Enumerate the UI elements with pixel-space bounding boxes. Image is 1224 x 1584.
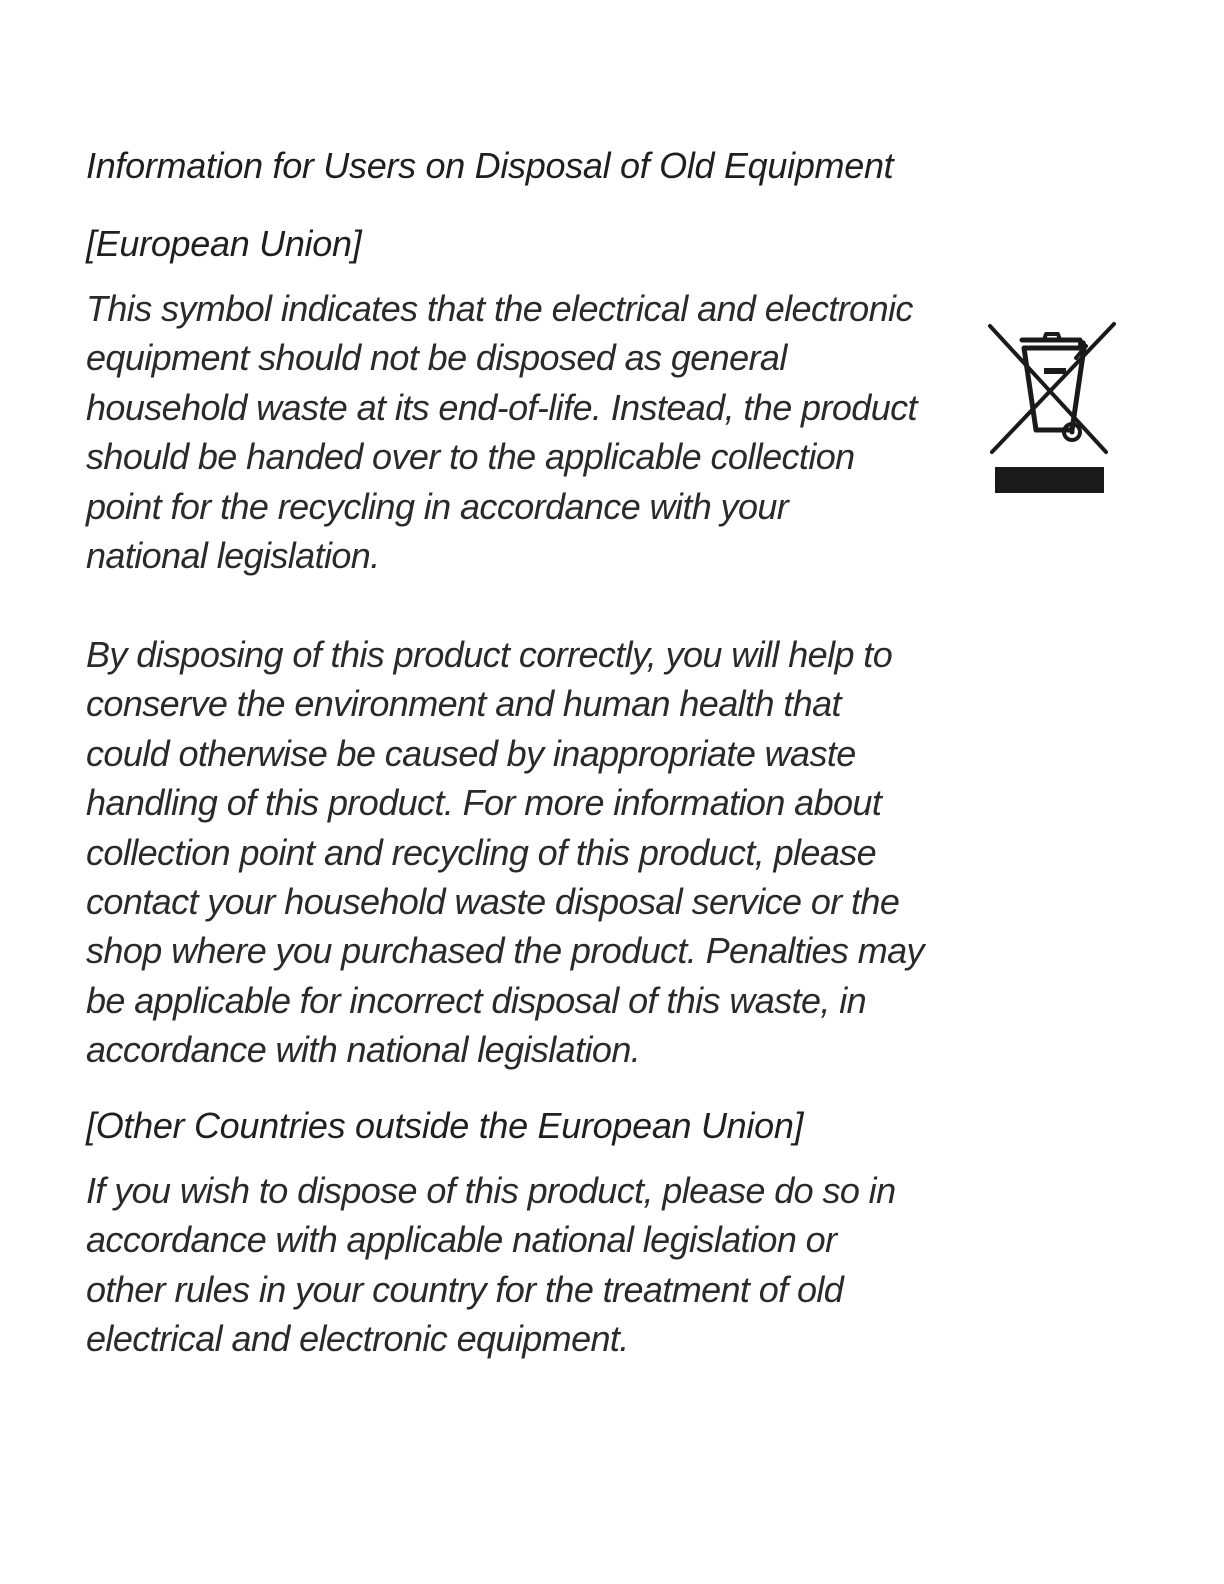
other-countries-paragraph: If you wish to dispose of this product, please do so in accordance with applicable national legislation or other rules in your country for the treatment of old electrical and electronic equipment. [86, 1170, 896, 1360]
crossed-out-wheelie-bin-icon [984, 318, 1118, 498]
eu-section-heading: [European Union] [86, 223, 362, 264]
other-countries-section-heading: [Other Countries outside the European Union] [86, 1105, 804, 1146]
eu-paragraph-symbol-meaning: This symbol indicates that the electrical and electronic equipment should not be disposed as general household waste at its end-of-life. Instead, the product should be handed over to the applicable collection point for the recycling in accordance with your national legislation. [86, 288, 917, 577]
page-title: Information for Users on Disposal of Old Equipment [86, 145, 894, 186]
eu-paragraph-correct-disposal: By disposing of this product correctly, you will help to conserve the environment and human health that could otherwise be caused by inappropriate waste handling of this product. For more information about collection point and recycling of this product, please contact your household waste disposal service or the shop where you purchased the product. Penalties may be applicable for incorrect disposal of this waste, in accordance with national legislation. [86, 634, 924, 1071]
